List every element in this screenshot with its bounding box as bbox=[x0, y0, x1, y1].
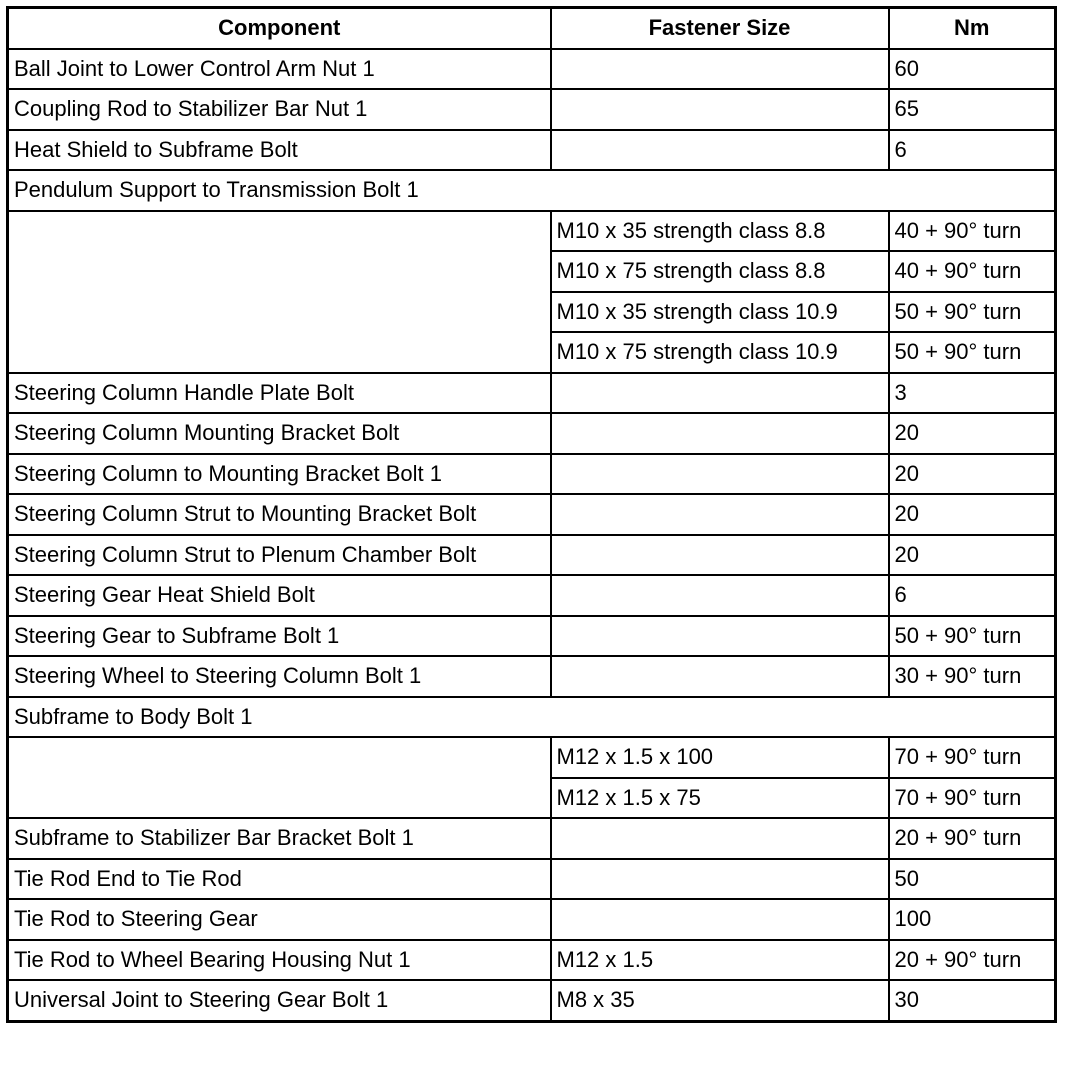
component-cell: Tie Rod to Steering Gear bbox=[8, 899, 551, 940]
table-header-row bbox=[8, 8, 1056, 49]
fastener-size-cell: M10 x 35 strength class 8.8 bbox=[551, 211, 889, 252]
torque-nm-cell: 20 bbox=[889, 413, 1056, 454]
group-heading-cell: Pendulum Support to Transmission Bolt 1 bbox=[8, 170, 1056, 211]
table-row bbox=[8, 130, 1056, 171]
fastener-size-cell: M12 x 1.5 bbox=[551, 940, 889, 981]
column-header-nm: Nm bbox=[889, 8, 1056, 49]
empty-component-cell bbox=[8, 211, 551, 373]
fastener-size-cell bbox=[551, 373, 889, 414]
fastener-size-cell bbox=[551, 575, 889, 616]
table-row bbox=[8, 656, 1056, 697]
column-header-fastener-size: Fastener Size bbox=[551, 8, 889, 49]
table-row bbox=[8, 413, 1056, 454]
torque-nm-cell: 3 bbox=[889, 373, 1056, 414]
torque-nm-cell: 6 bbox=[889, 130, 1056, 171]
table-group-heading-row bbox=[8, 697, 1056, 738]
fastener-size-cell: M12 x 1.5 x 75 bbox=[551, 778, 889, 819]
torque-nm-cell: 20 + 90° turn bbox=[889, 818, 1056, 859]
component-cell: Steering Column Mounting Bracket Bolt bbox=[8, 413, 551, 454]
component-cell: Universal Joint to Steering Gear Bolt 1 bbox=[8, 980, 551, 1021]
table-group-heading-row bbox=[8, 170, 1056, 211]
torque-nm-cell: 6 bbox=[889, 575, 1056, 616]
fastener-size-cell bbox=[551, 656, 889, 697]
component-cell: Heat Shield to Subframe Bolt bbox=[8, 130, 551, 171]
table-row bbox=[8, 373, 1056, 414]
table-row bbox=[8, 616, 1056, 657]
fastener-size-cell bbox=[551, 899, 889, 940]
fastener-size-cell bbox=[551, 859, 889, 900]
fastener-size-cell: M12 x 1.5 x 100 bbox=[551, 737, 889, 778]
table-row bbox=[8, 535, 1056, 576]
fastener-size-cell bbox=[551, 494, 889, 535]
torque-nm-cell: 20 bbox=[889, 494, 1056, 535]
torque-nm-cell: 20 bbox=[889, 535, 1056, 576]
torque-nm-cell: 60 bbox=[889, 49, 1056, 90]
table-row bbox=[8, 899, 1056, 940]
empty-component-cell bbox=[8, 737, 551, 818]
component-cell: Steering Gear Heat Shield Bolt bbox=[8, 575, 551, 616]
torque-spec-table bbox=[6, 6, 1057, 1023]
table-row bbox=[8, 575, 1056, 616]
torque-nm-cell: 50 + 90° turn bbox=[889, 616, 1056, 657]
component-cell: Steering Column to Mounting Bracket Bolt 1 bbox=[8, 454, 551, 495]
torque-spec-sheet bbox=[6, 6, 1057, 1023]
fastener-size-cell bbox=[551, 454, 889, 495]
fastener-size-cell bbox=[551, 413, 889, 454]
table-body bbox=[8, 49, 1056, 1022]
table-row bbox=[8, 818, 1056, 859]
table-row bbox=[8, 49, 1056, 90]
table-row bbox=[8, 494, 1056, 535]
group-heading-cell: Subframe to Body Bolt 1 bbox=[8, 697, 1056, 738]
fastener-size-cell: M10 x 35 strength class 10.9 bbox=[551, 292, 889, 333]
torque-nm-cell: 50 bbox=[889, 859, 1056, 900]
torque-nm-cell: 70 + 90° turn bbox=[889, 778, 1056, 819]
torque-nm-cell: 100 bbox=[889, 899, 1056, 940]
component-cell: Tie Rod End to Tie Rod bbox=[8, 859, 551, 900]
component-cell: Ball Joint to Lower Control Arm Nut 1 bbox=[8, 49, 551, 90]
torque-nm-cell: 65 bbox=[889, 89, 1056, 130]
table-row bbox=[8, 454, 1056, 495]
component-cell: Steering Column Strut to Plenum Chamber Bolt bbox=[8, 535, 551, 576]
torque-nm-cell: 20 + 90° turn bbox=[889, 940, 1056, 981]
fastener-size-cell bbox=[551, 89, 889, 130]
component-cell: Steering Wheel to Steering Column Bolt 1 bbox=[8, 656, 551, 697]
torque-nm-cell: 40 + 90° turn bbox=[889, 251, 1056, 292]
component-cell: Steering Gear to Subframe Bolt 1 bbox=[8, 616, 551, 657]
torque-nm-cell: 40 + 90° turn bbox=[889, 211, 1056, 252]
column-header-component: Component bbox=[8, 8, 551, 49]
component-cell: Tie Rod to Wheel Bearing Housing Nut 1 bbox=[8, 940, 551, 981]
component-cell: Steering Column Strut to Mounting Bracket Bolt bbox=[8, 494, 551, 535]
torque-nm-cell: 70 + 90° turn bbox=[889, 737, 1056, 778]
fastener-size-cell bbox=[551, 130, 889, 171]
fastener-size-cell bbox=[551, 49, 889, 90]
component-cell: Subframe to Stabilizer Bar Bracket Bolt 1 bbox=[8, 818, 551, 859]
fastener-size-cell: M8 x 35 bbox=[551, 980, 889, 1021]
component-cell: Steering Column Handle Plate Bolt bbox=[8, 373, 551, 414]
torque-nm-cell: 50 + 90° turn bbox=[889, 292, 1056, 333]
fastener-size-cell: M10 x 75 strength class 10.9 bbox=[551, 332, 889, 373]
torque-nm-cell: 50 + 90° turn bbox=[889, 332, 1056, 373]
table-row bbox=[8, 859, 1056, 900]
torque-nm-cell: 30 + 90° turn bbox=[889, 656, 1056, 697]
table-row bbox=[8, 980, 1056, 1021]
fastener-size-cell bbox=[551, 616, 889, 657]
torque-nm-cell: 30 bbox=[889, 980, 1056, 1021]
component-cell: Coupling Rod to Stabilizer Bar Nut 1 bbox=[8, 89, 551, 130]
table-row bbox=[8, 211, 1056, 252]
fastener-size-cell: M10 x 75 strength class 8.8 bbox=[551, 251, 889, 292]
fastener-size-cell bbox=[551, 818, 889, 859]
torque-nm-cell: 20 bbox=[889, 454, 1056, 495]
fastener-size-cell bbox=[551, 535, 889, 576]
table-row bbox=[8, 737, 1056, 778]
table-row bbox=[8, 89, 1056, 130]
table-row bbox=[8, 940, 1056, 981]
